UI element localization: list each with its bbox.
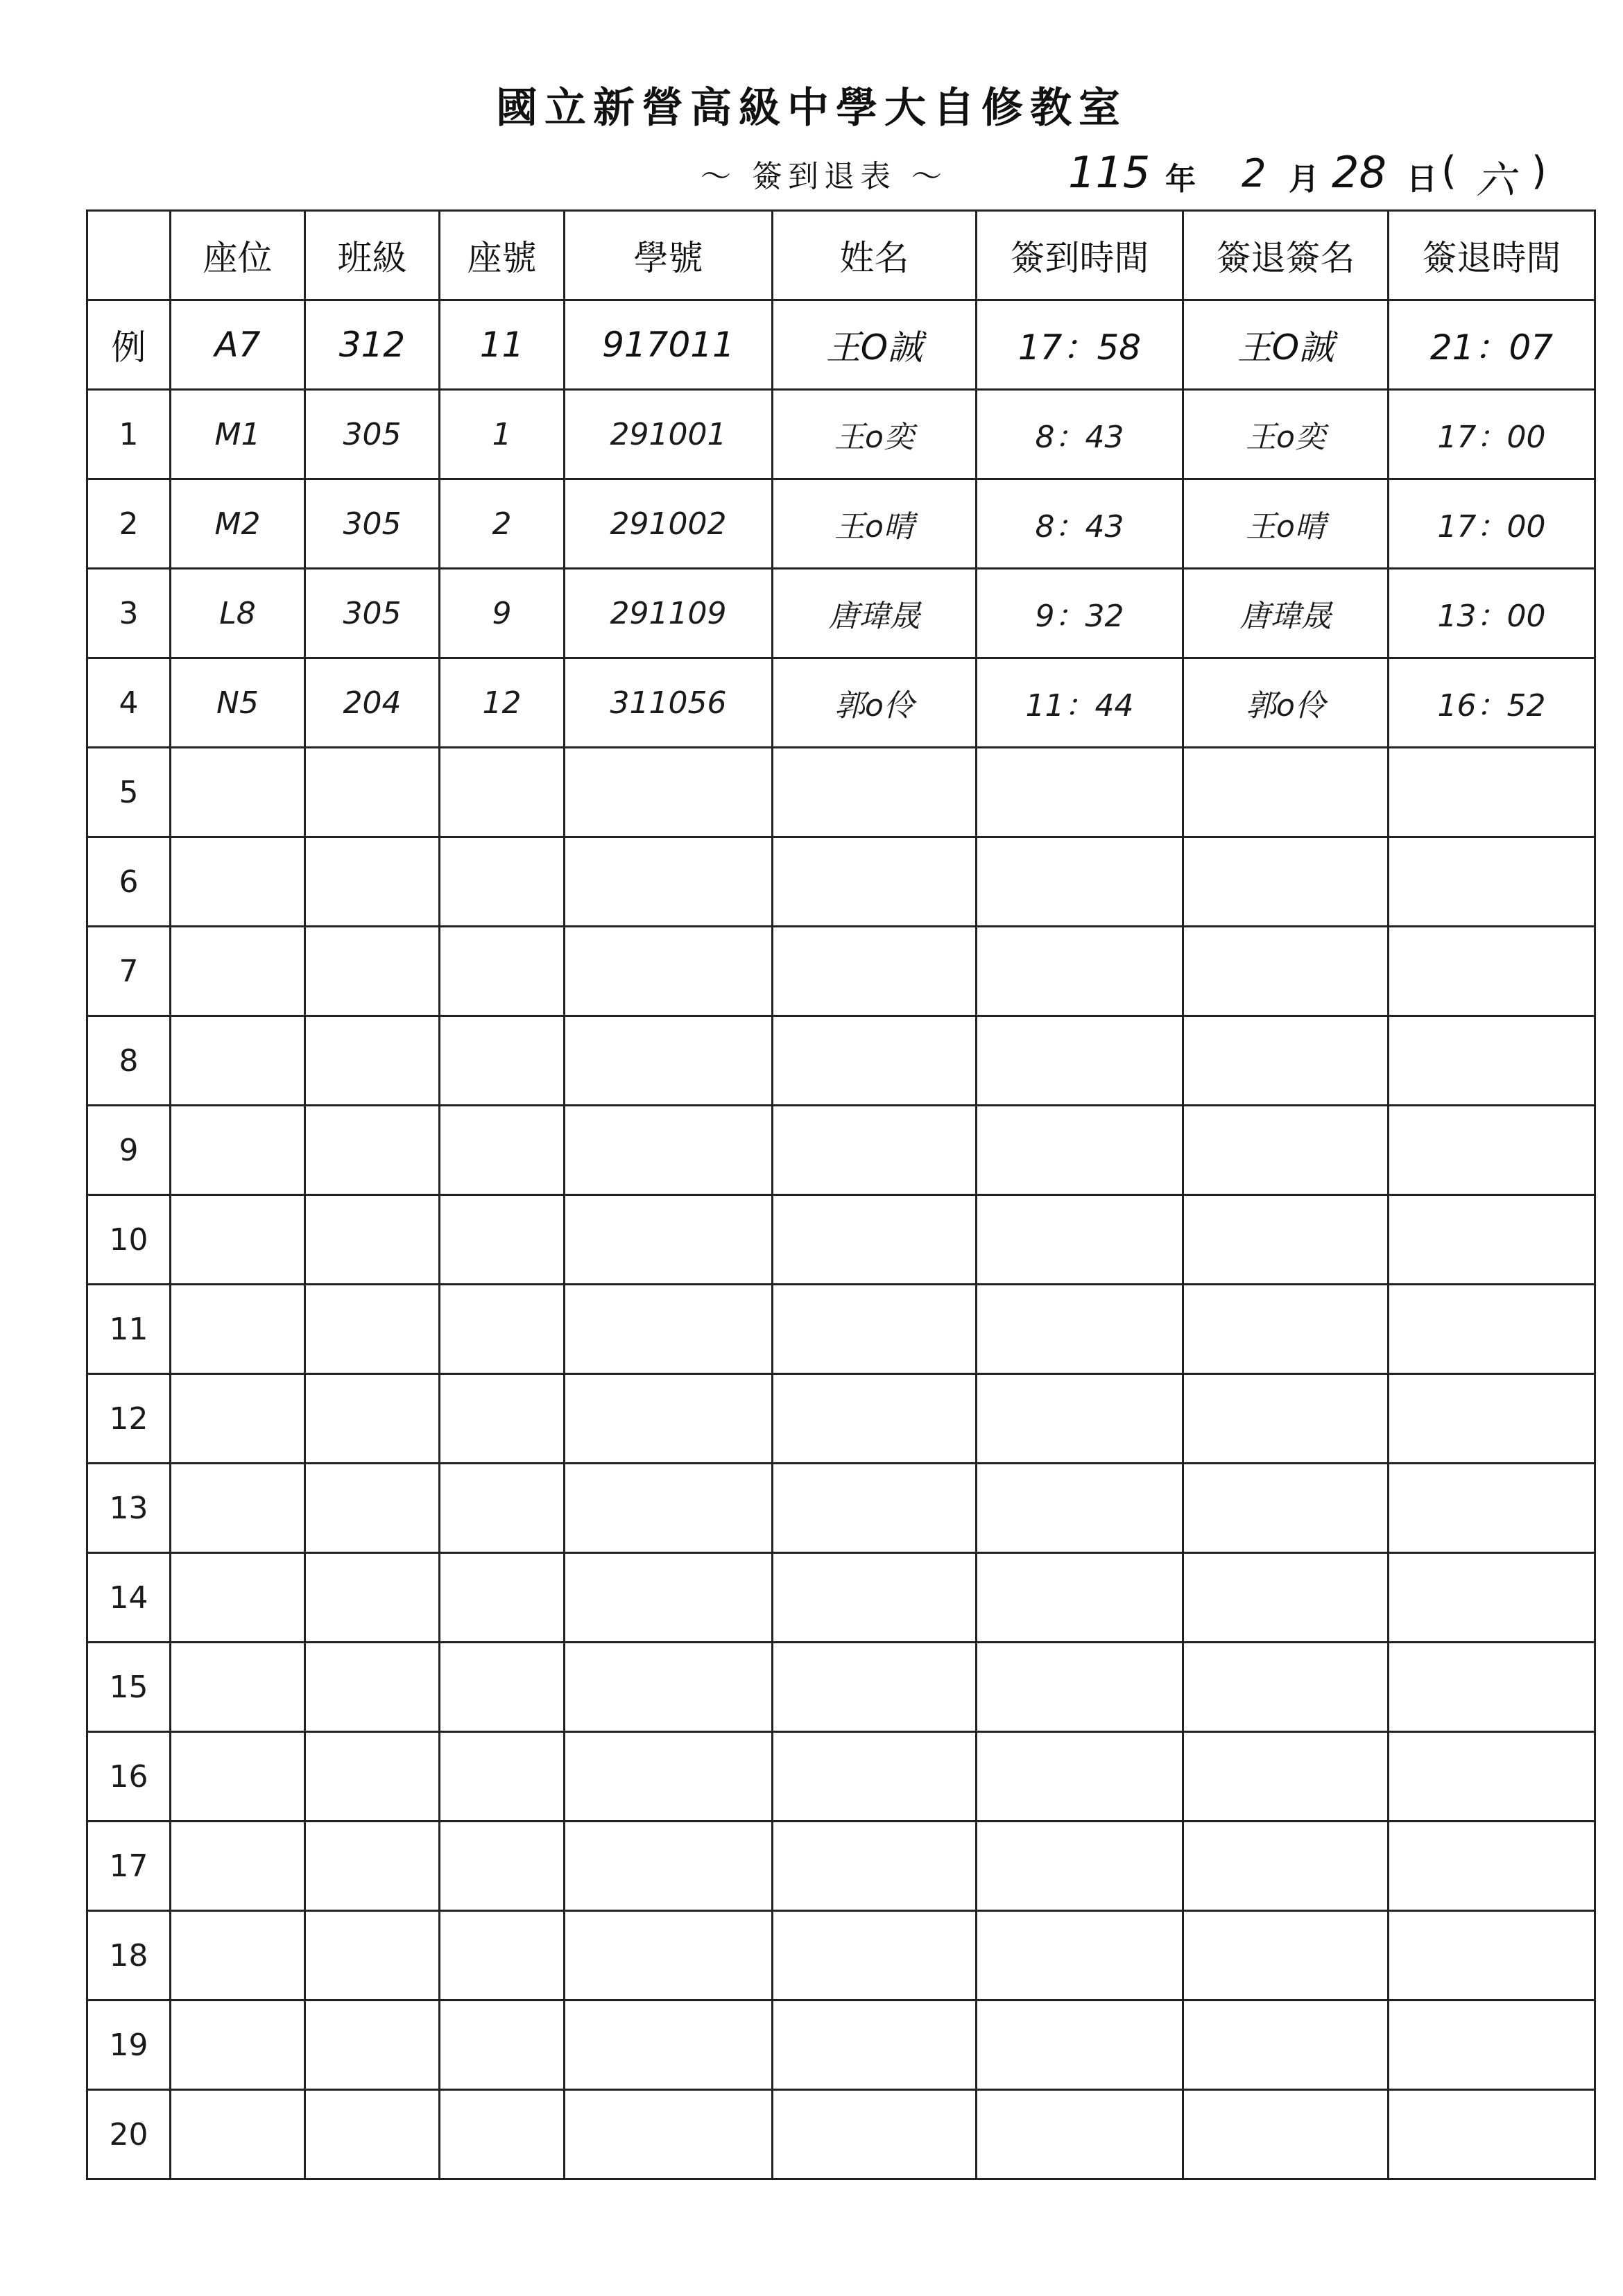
- table-cell[interactable]: 11：44: [977, 658, 1183, 748]
- table-cell[interactable]: 305: [305, 569, 440, 658]
- table-cell: 917011: [565, 300, 773, 390]
- table-cell[interactable]: [440, 2090, 565, 2179]
- example-row: [87, 300, 1595, 390]
- table-row: [87, 1464, 1595, 1553]
- table-cell[interactable]: [565, 1285, 773, 1374]
- table-cell[interactable]: [565, 1553, 773, 1643]
- row-number: 8: [87, 1016, 171, 1106]
- table-cell: 11: [440, 300, 565, 390]
- table-cell[interactable]: [773, 1822, 977, 1911]
- table-cell[interactable]: [440, 1195, 565, 1285]
- table-cell[interactable]: [565, 1016, 773, 1106]
- table-cell[interactable]: 12: [440, 658, 565, 748]
- table-cell[interactable]: [1389, 1911, 1595, 2001]
- table-cell[interactable]: [977, 1553, 1183, 1643]
- row-number: 例: [87, 300, 171, 390]
- table-cell[interactable]: [773, 1643, 977, 1732]
- row-number: 4: [87, 658, 171, 748]
- table-cell[interactable]: [977, 1464, 1183, 1553]
- table-cell[interactable]: 唐瑋晟: [1183, 569, 1389, 658]
- row-number: 20: [87, 2090, 171, 2179]
- row-number: 18: [87, 1911, 171, 2001]
- table-cell[interactable]: [1183, 1106, 1389, 1195]
- table-row: [87, 748, 1595, 837]
- date-year-label: 年: [1165, 162, 1196, 197]
- table-cell: A7: [171, 300, 305, 390]
- table-row: [87, 1822, 1595, 1911]
- table-cell: 21：07: [1389, 300, 1595, 390]
- table-cell[interactable]: [305, 1553, 440, 1643]
- row-number: 9: [87, 1106, 171, 1195]
- table-cell[interactable]: [565, 748, 773, 837]
- table-cell[interactable]: M1: [171, 390, 305, 479]
- date-month: 2: [1242, 151, 1266, 196]
- table-cell[interactable]: 9: [440, 569, 565, 658]
- weekday-open-paren: (: [1441, 148, 1457, 194]
- table-cell[interactable]: [305, 1374, 440, 1464]
- table-cell[interactable]: [440, 1732, 565, 1822]
- row-number: 7: [87, 927, 171, 1016]
- table-cell[interactable]: [977, 1016, 1183, 1106]
- table-cell[interactable]: [305, 1732, 440, 1822]
- table-cell[interactable]: [1389, 1374, 1595, 1464]
- table-cell[interactable]: [1183, 1464, 1389, 1553]
- table-cell[interactable]: [773, 837, 977, 927]
- table-cell[interactable]: 郭o伶: [1183, 658, 1389, 748]
- table-row: [87, 1643, 1595, 1732]
- table-cell[interactable]: [565, 1822, 773, 1911]
- table-cell[interactable]: [1183, 1911, 1389, 2001]
- table-cell[interactable]: [305, 1285, 440, 1374]
- table-cell[interactable]: [977, 2090, 1183, 2179]
- table-cell[interactable]: [565, 1732, 773, 1822]
- table-row: [87, 569, 1595, 658]
- table-cell[interactable]: [773, 1553, 977, 1643]
- table-cell[interactable]: 17：00: [1389, 479, 1595, 569]
- table-row: [87, 1732, 1595, 1822]
- row-number: 2: [87, 479, 171, 569]
- table-cell[interactable]: 9：32: [977, 569, 1183, 658]
- table-cell[interactable]: [1389, 927, 1595, 1016]
- table-cell[interactable]: [171, 2001, 305, 2090]
- table-cell[interactable]: 291002: [565, 479, 773, 569]
- table-cell[interactable]: 13：00: [1389, 569, 1595, 658]
- table-cell[interactable]: [1183, 837, 1389, 927]
- row-number: 19: [87, 2001, 171, 2090]
- table-cell[interactable]: [171, 1643, 305, 1732]
- table-row: [87, 1016, 1595, 1106]
- date-month-label: 月: [1289, 162, 1319, 197]
- table-cell[interactable]: [565, 1464, 773, 1553]
- table-cell[interactable]: [565, 927, 773, 1016]
- table-cell[interactable]: [305, 1464, 440, 1553]
- column-header: 班級: [305, 211, 440, 300]
- table-cell[interactable]: [773, 1285, 977, 1374]
- table-cell[interactable]: [565, 837, 773, 927]
- table-cell[interactable]: [171, 1911, 305, 2001]
- table-cell[interactable]: [977, 748, 1183, 837]
- table-cell[interactable]: [1389, 2001, 1595, 2090]
- table-cell[interactable]: [977, 837, 1183, 927]
- row-number: 13: [87, 1464, 171, 1553]
- table-cell[interactable]: [440, 1464, 565, 1553]
- table-cell[interactable]: [305, 1822, 440, 1911]
- table-cell[interactable]: [440, 1911, 565, 2001]
- table-cell[interactable]: [171, 1285, 305, 1374]
- table-cell: 王O誠: [773, 300, 977, 390]
- table-cell[interactable]: [565, 2001, 773, 2090]
- table-cell[interactable]: [1183, 2090, 1389, 2179]
- table-cell[interactable]: [565, 1911, 773, 2001]
- table-cell[interactable]: [565, 1374, 773, 1464]
- table-cell[interactable]: [440, 2001, 565, 2090]
- table-cell[interactable]: [565, 1643, 773, 1732]
- table-row: [87, 2001, 1595, 2090]
- table-cell[interactable]: [1389, 1285, 1595, 1374]
- table-cell[interactable]: [1389, 837, 1595, 927]
- table-cell[interactable]: [977, 1374, 1183, 1464]
- row-number: 6: [87, 837, 171, 927]
- table-cell[interactable]: [171, 927, 305, 1016]
- table-cell: 王O誠: [1183, 300, 1389, 390]
- row-number: 15: [87, 1643, 171, 1732]
- table-cell[interactable]: [565, 2090, 773, 2179]
- table-cell[interactable]: [1389, 1464, 1595, 1553]
- table-cell[interactable]: [305, 748, 440, 837]
- table-cell[interactable]: 8：43: [977, 479, 1183, 569]
- table-cell[interactable]: [440, 1553, 565, 1643]
- table-cell[interactable]: [305, 1195, 440, 1285]
- table-cell[interactable]: [565, 1106, 773, 1195]
- table-cell[interactable]: 2: [440, 479, 565, 569]
- table-cell[interactable]: [1389, 748, 1595, 837]
- table-cell[interactable]: [305, 1106, 440, 1195]
- table-cell[interactable]: [977, 927, 1183, 1016]
- table-cell[interactable]: [1183, 1195, 1389, 1285]
- table-cell[interactable]: [171, 837, 305, 927]
- table-cell[interactable]: [1389, 1195, 1595, 1285]
- column-header: 簽到時間: [977, 211, 1183, 300]
- table-cell: 312: [305, 300, 440, 390]
- table-cell[interactable]: [977, 1106, 1183, 1195]
- table-cell[interactable]: [977, 2001, 1183, 2090]
- table-cell[interactable]: [1183, 1732, 1389, 1822]
- row-number: 10: [87, 1195, 171, 1285]
- table-cell[interactable]: [171, 1553, 305, 1643]
- table-row: [87, 658, 1595, 748]
- table-cell[interactable]: 291001: [565, 390, 773, 479]
- table-cell[interactable]: [773, 1195, 977, 1285]
- row-number: 3: [87, 569, 171, 658]
- table-cell[interactable]: [1183, 1553, 1389, 1643]
- table-row: [87, 1374, 1595, 1464]
- table-cell[interactable]: 王o奕: [1183, 390, 1389, 479]
- table-cell[interactable]: [305, 1643, 440, 1732]
- table-cell[interactable]: 王o奕: [773, 390, 977, 479]
- table-cell[interactable]: [1389, 1106, 1595, 1195]
- table-row: [87, 927, 1595, 1016]
- table-cell[interactable]: [305, 2090, 440, 2179]
- table-cell[interactable]: [1183, 2001, 1389, 2090]
- table-cell[interactable]: [773, 1464, 977, 1553]
- date-day-label: 日: [1407, 162, 1437, 197]
- row-number: 11: [87, 1285, 171, 1374]
- page-title: 國立新營高級中學大自修教室: [496, 84, 1127, 132]
- table-row: [87, 837, 1595, 927]
- table-cell[interactable]: [305, 1911, 440, 2001]
- row-number: 5: [87, 748, 171, 837]
- table-cell[interactable]: [440, 1016, 565, 1106]
- column-header: 簽退時間: [1389, 211, 1595, 300]
- table-cell[interactable]: [171, 2090, 305, 2179]
- table-cell[interactable]: [773, 2001, 977, 2090]
- table-cell[interactable]: [1183, 927, 1389, 1016]
- table-cell[interactable]: [305, 927, 440, 1016]
- table-cell[interactable]: [171, 1464, 305, 1553]
- table-cell[interactable]: [977, 1822, 1183, 1911]
- table-cell[interactable]: [773, 1911, 977, 2001]
- table-cell[interactable]: 唐瑋晟: [773, 569, 977, 658]
- table-cell[interactable]: [305, 1016, 440, 1106]
- date-line: [1068, 147, 1568, 203]
- table-cell[interactable]: [440, 1285, 565, 1374]
- column-header: 座號: [440, 211, 565, 300]
- table-row: [87, 1911, 1595, 2001]
- table-cell[interactable]: [171, 1374, 305, 1464]
- table-cell[interactable]: [305, 837, 440, 927]
- table-row: [87, 390, 1595, 479]
- table-cell[interactable]: [171, 1195, 305, 1285]
- table-row: [87, 1285, 1595, 1374]
- table-cell[interactable]: [1389, 2090, 1595, 2179]
- table-cell[interactable]: 291109: [565, 569, 773, 658]
- table-cell[interactable]: 204: [305, 658, 440, 748]
- table-cell[interactable]: [1183, 1643, 1389, 1732]
- table-cell[interactable]: [977, 1195, 1183, 1285]
- table-cell[interactable]: [440, 837, 565, 927]
- table-cell[interactable]: [565, 1195, 773, 1285]
- date-year: 115: [1068, 147, 1151, 198]
- table-cell[interactable]: 郭o伶: [773, 658, 977, 748]
- row-number: 12: [87, 1374, 171, 1464]
- table-cell[interactable]: 王o晴: [773, 479, 977, 569]
- table-cell[interactable]: [1183, 1285, 1389, 1374]
- table-cell[interactable]: [440, 927, 565, 1016]
- column-header: 座位: [171, 211, 305, 300]
- table-cell[interactable]: 305: [305, 390, 440, 479]
- table-cell[interactable]: [1389, 1643, 1595, 1732]
- table-row: [87, 1195, 1595, 1285]
- table-cell[interactable]: [773, 1016, 977, 1106]
- weekday-close-paren: ): [1531, 148, 1547, 194]
- table-cell[interactable]: [977, 1911, 1183, 2001]
- table-cell[interactable]: M2: [171, 479, 305, 569]
- table-cell[interactable]: [977, 1732, 1183, 1822]
- table-cell[interactable]: [1389, 1553, 1595, 1643]
- table-cell[interactable]: [171, 1016, 305, 1106]
- table-cell[interactable]: [1183, 1016, 1389, 1106]
- date-day: 28: [1332, 147, 1386, 198]
- table-cell[interactable]: 8：43: [977, 390, 1183, 479]
- table-cell[interactable]: [773, 2090, 977, 2179]
- table-cell[interactable]: [773, 1106, 977, 1195]
- table-cell[interactable]: 王o晴: [1183, 479, 1389, 569]
- column-header: 學號: [565, 211, 773, 300]
- table-cell[interactable]: 16：52: [1389, 658, 1595, 748]
- date-weekday: 六: [1476, 158, 1515, 203]
- table-cell[interactable]: [171, 1106, 305, 1195]
- table-row: [87, 2090, 1595, 2179]
- sign-in-table: [86, 209, 1596, 2180]
- table-cell[interactable]: [1389, 1822, 1595, 1911]
- table-row: [87, 479, 1595, 569]
- table-cell[interactable]: [305, 2001, 440, 2090]
- table-cell[interactable]: [1389, 1016, 1595, 1106]
- column-header: 簽退簽名: [1183, 211, 1389, 300]
- row-number: 14: [87, 1553, 171, 1643]
- table-cell[interactable]: [773, 1732, 977, 1822]
- table-cell[interactable]: [440, 1374, 565, 1464]
- table-cell: 17：58: [977, 300, 1183, 390]
- table-cell[interactable]: 305: [305, 479, 440, 569]
- table-cell[interactable]: [773, 748, 977, 837]
- table-cell[interactable]: [440, 748, 565, 837]
- table-cell[interactable]: L8: [171, 569, 305, 658]
- table-cell[interactable]: 311056: [565, 658, 773, 748]
- row-number: 16: [87, 1732, 171, 1822]
- header-row: [87, 211, 1595, 300]
- table-cell[interactable]: [977, 1643, 1183, 1732]
- column-header: 姓名: [773, 211, 977, 300]
- form-subtitle: ～ 簽到退表 ～: [701, 159, 947, 194]
- table-cell[interactable]: 1: [440, 390, 565, 479]
- table-cell[interactable]: [773, 1374, 977, 1464]
- table-row: [87, 1106, 1595, 1195]
- table-cell[interactable]: N5: [171, 658, 305, 748]
- table-cell[interactable]: [1183, 1822, 1389, 1911]
- table-cell[interactable]: [1389, 1732, 1595, 1822]
- row-number: 17: [87, 1822, 171, 1911]
- table-cell[interactable]: [1183, 748, 1389, 837]
- table-cell[interactable]: [1183, 1374, 1389, 1464]
- table-cell[interactable]: [171, 748, 305, 837]
- table-cell[interactable]: [977, 1285, 1183, 1374]
- table-cell[interactable]: [440, 1643, 565, 1732]
- table-cell[interactable]: [773, 927, 977, 1016]
- table-cell[interactable]: [171, 1822, 305, 1911]
- table-cell[interactable]: [440, 1106, 565, 1195]
- table-cell[interactable]: [171, 1732, 305, 1822]
- table-row: [87, 1553, 1595, 1643]
- row-number: 1: [87, 390, 171, 479]
- table-cell[interactable]: 17：00: [1389, 390, 1595, 479]
- table-cell[interactable]: [440, 1822, 565, 1911]
- header-corner: [87, 211, 171, 300]
